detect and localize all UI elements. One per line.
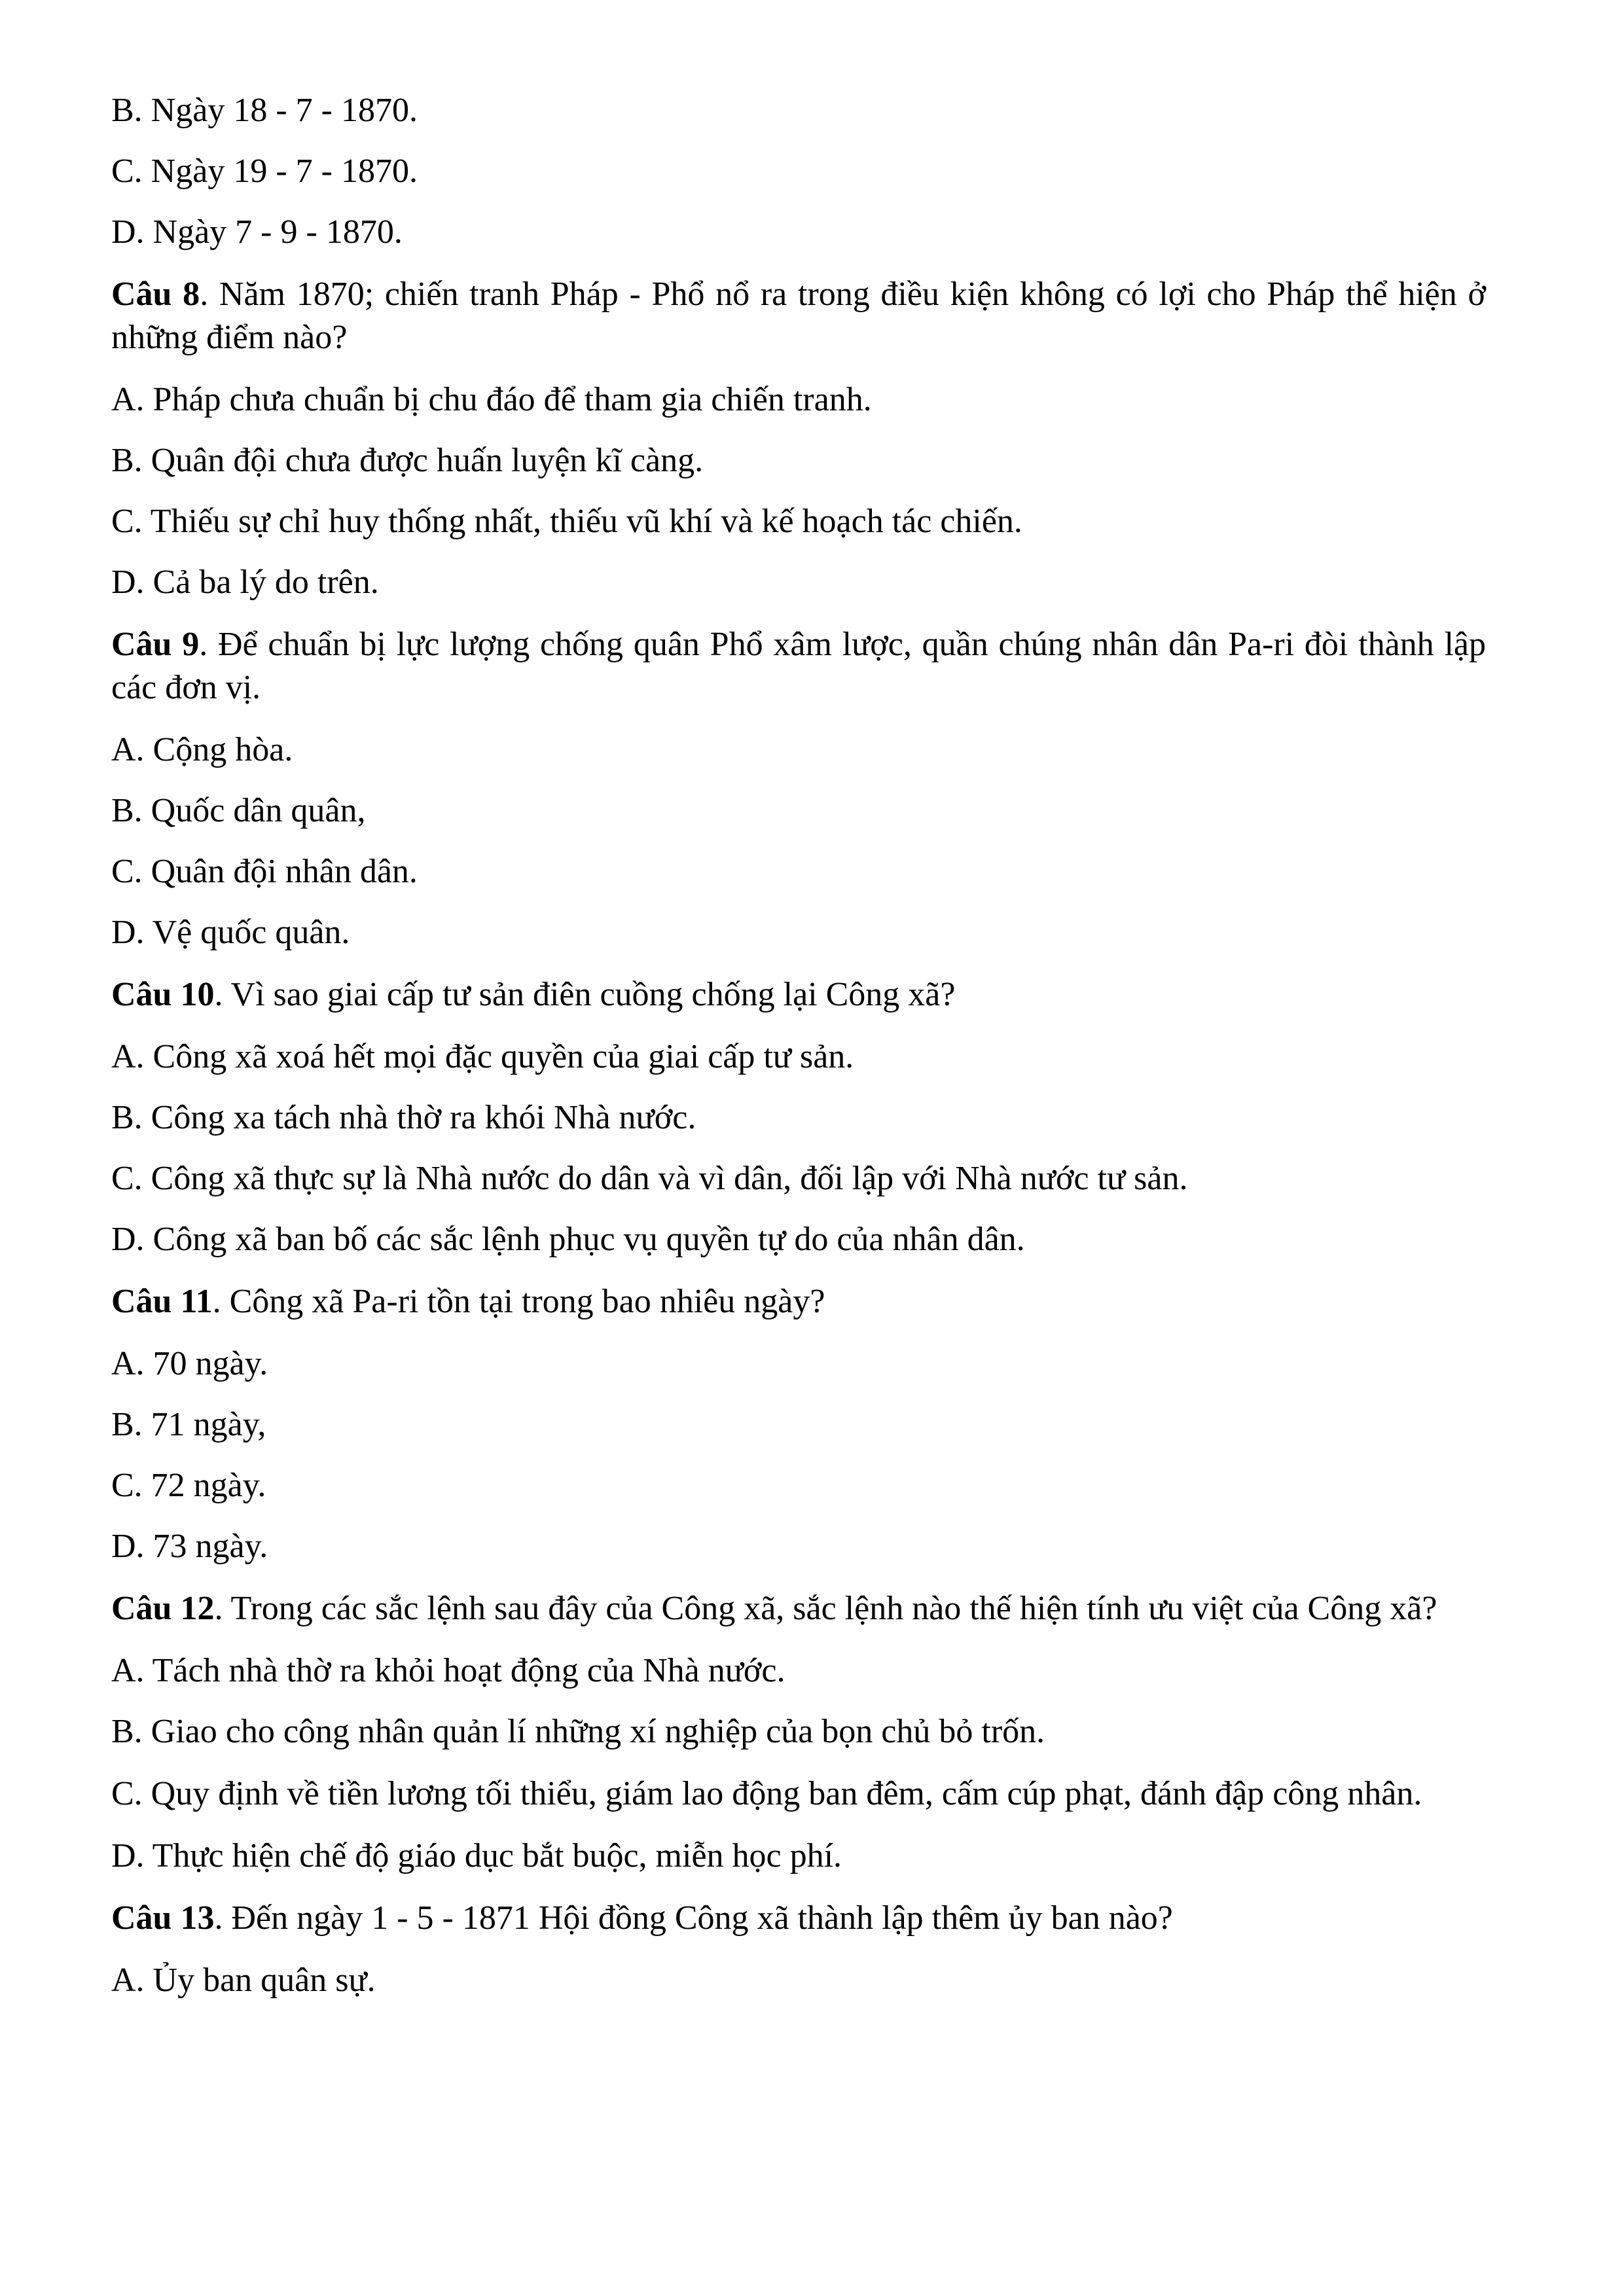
question-label: Câu 10 xyxy=(111,976,215,1013)
answer-option: C. Công xã thực sự là Nhà nước do dân và vì dân, đối lập với Nhà nước tư sản. xyxy=(111,1160,1188,1197)
question-text: . Công xã Pa-ri tồn tại trong bao nhiêu ngày? xyxy=(212,1283,825,1320)
question-label: Câu 13 xyxy=(111,1899,215,1937)
document-content xyxy=(111,90,1486,2021)
question-9 xyxy=(111,623,1486,709)
answer-option: D. 73 ngày. xyxy=(111,1528,268,1565)
answer-option: A. Ủy ban quân sự. xyxy=(111,1962,376,1999)
question-text: . Trong các sắc lệnh sau đây của Công xã, sắc lệnh nào thế hiện tính ưu việt của Công xã? xyxy=(214,1590,1437,1627)
answer-option: A. 70 ngày. xyxy=(111,1345,268,1382)
question-text: . Năm 1870; chiến tranh Pháp - Phổ nổ ra trong điều kiện không có lợi cho Pháp thể hiện ở những điểm nào? xyxy=(111,276,1486,356)
question-8 xyxy=(111,273,1486,359)
answer-option-text: C. Quy định về tiền lương tối thiểu, giám lao động ban đêm, cấm cúp phạt, đánh đập công nhân. xyxy=(111,1775,1422,1812)
answer-option: C. Ngày 19 - 7 - 1870. xyxy=(111,152,418,190)
question-label: Câu 11 xyxy=(111,1283,213,1320)
question-label: Câu 8 xyxy=(111,276,200,313)
question-label: Câu 12 xyxy=(111,1590,215,1627)
question-11 xyxy=(111,1280,1486,1323)
answer-option: A. Pháp chưa chuẩn bị chu đáo để tham gia chiến tranh. xyxy=(111,381,872,418)
answer-option: D. Cả ba lý do trên. xyxy=(111,564,379,601)
answer-option: D. Thực hiện chế độ giáo dục bắt buộc, miễn học phí. xyxy=(111,1837,842,1874)
answer-option: C. 72 ngày. xyxy=(111,1467,266,1504)
answer-option: D. Công xã ban bố các sắc lệnh phục vụ quyền tự do của nhân dân. xyxy=(111,1221,1025,1258)
answer-option: A. Công xã xoá hết mọi đặc quyền của giai cấp tư sản. xyxy=(111,1038,854,1075)
answer-option-wrapped xyxy=(111,1772,1486,1816)
question-label: Câu 9 xyxy=(111,626,200,663)
answer-option: D. Vệ quốc quân. xyxy=(111,914,350,951)
answer-option: A. Tách nhà thờ ra khỏi hoạt động của Nhà nước. xyxy=(111,1652,785,1689)
question-12 xyxy=(111,1587,1486,1630)
question-10 xyxy=(111,973,1486,1016)
answer-option: C. Quân đội nhân dân. xyxy=(111,853,418,890)
answer-option: B. Ngày 18 - 7 - 1870. xyxy=(111,92,418,129)
answer-option: B. Quốc dân quân, xyxy=(111,792,366,829)
answer-option: B. Giao cho công nhân quản lí những xí nghiệp của bọn chủ bỏ trốn. xyxy=(111,1713,1045,1750)
answer-option: D. Ngày 7 - 9 - 1870. xyxy=(111,213,403,251)
question-text: . Vì sao giai cấp tư sản điên cuồng chống lại Công xã? xyxy=(214,976,956,1013)
answer-option: B. 71 ngày, xyxy=(111,1406,266,1443)
answer-option: B. Công xa tách nhà thờ ra khói Nhà nước. xyxy=(111,1099,696,1136)
answer-option: C. Thiếu sự chỉ huy thống nhất, thiếu vũ khí và kế hoạch tác chiến. xyxy=(111,503,1022,540)
question-text: . Đến ngày 1 - 5 - 1871 Hội đồng Công xã thành lập thêm ủy ban nào? xyxy=(214,1899,1173,1937)
answer-option: A. Cộng hòa. xyxy=(111,731,293,768)
answer-option: B. Quân đội chưa được huấn luyện kĩ càng. xyxy=(111,442,704,479)
question-text: . Để chuẩn bị lực lượng chống quân Phổ xâm lược, quần chúng nhân dân Pa-ri đòi thành lập các đơn vị. xyxy=(111,626,1486,706)
question-13 xyxy=(111,1897,1486,1940)
